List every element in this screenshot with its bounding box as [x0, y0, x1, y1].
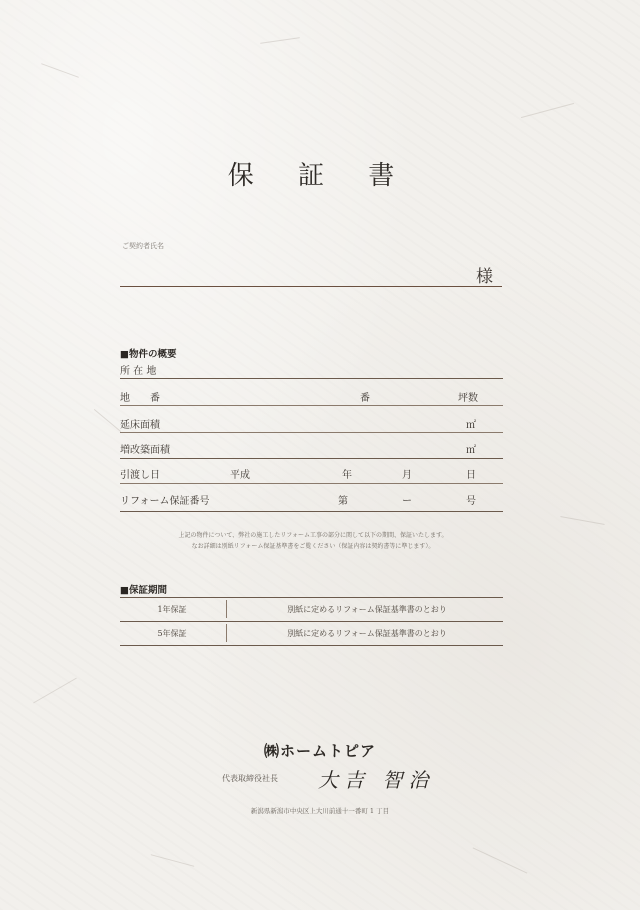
- divider: [120, 432, 503, 433]
- divider: [120, 483, 503, 484]
- row-year: 年: [342, 470, 352, 481]
- guarantee-key: 5年保証: [157, 629, 187, 638]
- row-era: 平成: [230, 470, 250, 481]
- row-label: 所 在 地: [120, 366, 157, 377]
- row-month: 月: [402, 470, 412, 481]
- note-line: 上記の物件について、弊社の施工したリフォーム工事の部分に関して以下の期間、保証いたします。: [178, 532, 448, 539]
- row-label: 引渡し日: [120, 470, 160, 481]
- note-line: なお詳細は別紙リフォーム保証基準書をご覧ください（保証内容は契約書等に準じます）。: [191, 543, 435, 550]
- row-mid: ー: [402, 496, 412, 507]
- row-day: 日: [466, 470, 476, 481]
- row-end: ㎡: [466, 420, 476, 431]
- divider: [120, 458, 503, 459]
- row-end: ㎡: [466, 445, 476, 456]
- row-label: リフォーム保証番号: [120, 496, 210, 507]
- guarantee-row: [120, 597, 503, 621]
- document-title: 保 証 書: [227, 161, 413, 191]
- row-label: 増改築面積: [120, 445, 170, 456]
- divider: [120, 378, 503, 379]
- guarantee-row: [120, 621, 503, 645]
- property-note: [148, 530, 478, 552]
- row-label: 地 番: [120, 393, 160, 404]
- divider: [120, 405, 503, 406]
- divider: [120, 645, 503, 646]
- owner-name-line: [120, 286, 502, 287]
- row-mid: 番: [360, 393, 370, 404]
- honorific: 様: [476, 267, 493, 287]
- guarantee-value: 別紙に定めるリフォーム保証基準書のとおり: [287, 605, 447, 614]
- row-end: 坪数: [458, 393, 478, 404]
- representative-name: 大吉 智治: [318, 768, 435, 792]
- guarantee-key: 1年保証: [157, 605, 187, 614]
- property-heading: ■物件の概要: [120, 349, 177, 360]
- guarantee-heading: ■保証期間: [120, 585, 167, 596]
- row-end: 号: [466, 496, 476, 507]
- company-name: ㈱ホームトピア: [263, 742, 376, 760]
- guarantee-value: 別紙に定めるリフォーム保証基準書のとおり: [287, 629, 447, 638]
- owner-label: ご契約者氏名: [122, 242, 164, 250]
- divider: [120, 511, 503, 512]
- representative-title: 代表取締役社長: [222, 774, 278, 783]
- guarantee-table: [120, 597, 503, 645]
- row-label: 延床面積: [120, 420, 160, 431]
- row-prefix: 第: [338, 496, 348, 507]
- company-address: 新潟県新潟市中央区上大川前通十一番町 1 丁目: [250, 807, 390, 815]
